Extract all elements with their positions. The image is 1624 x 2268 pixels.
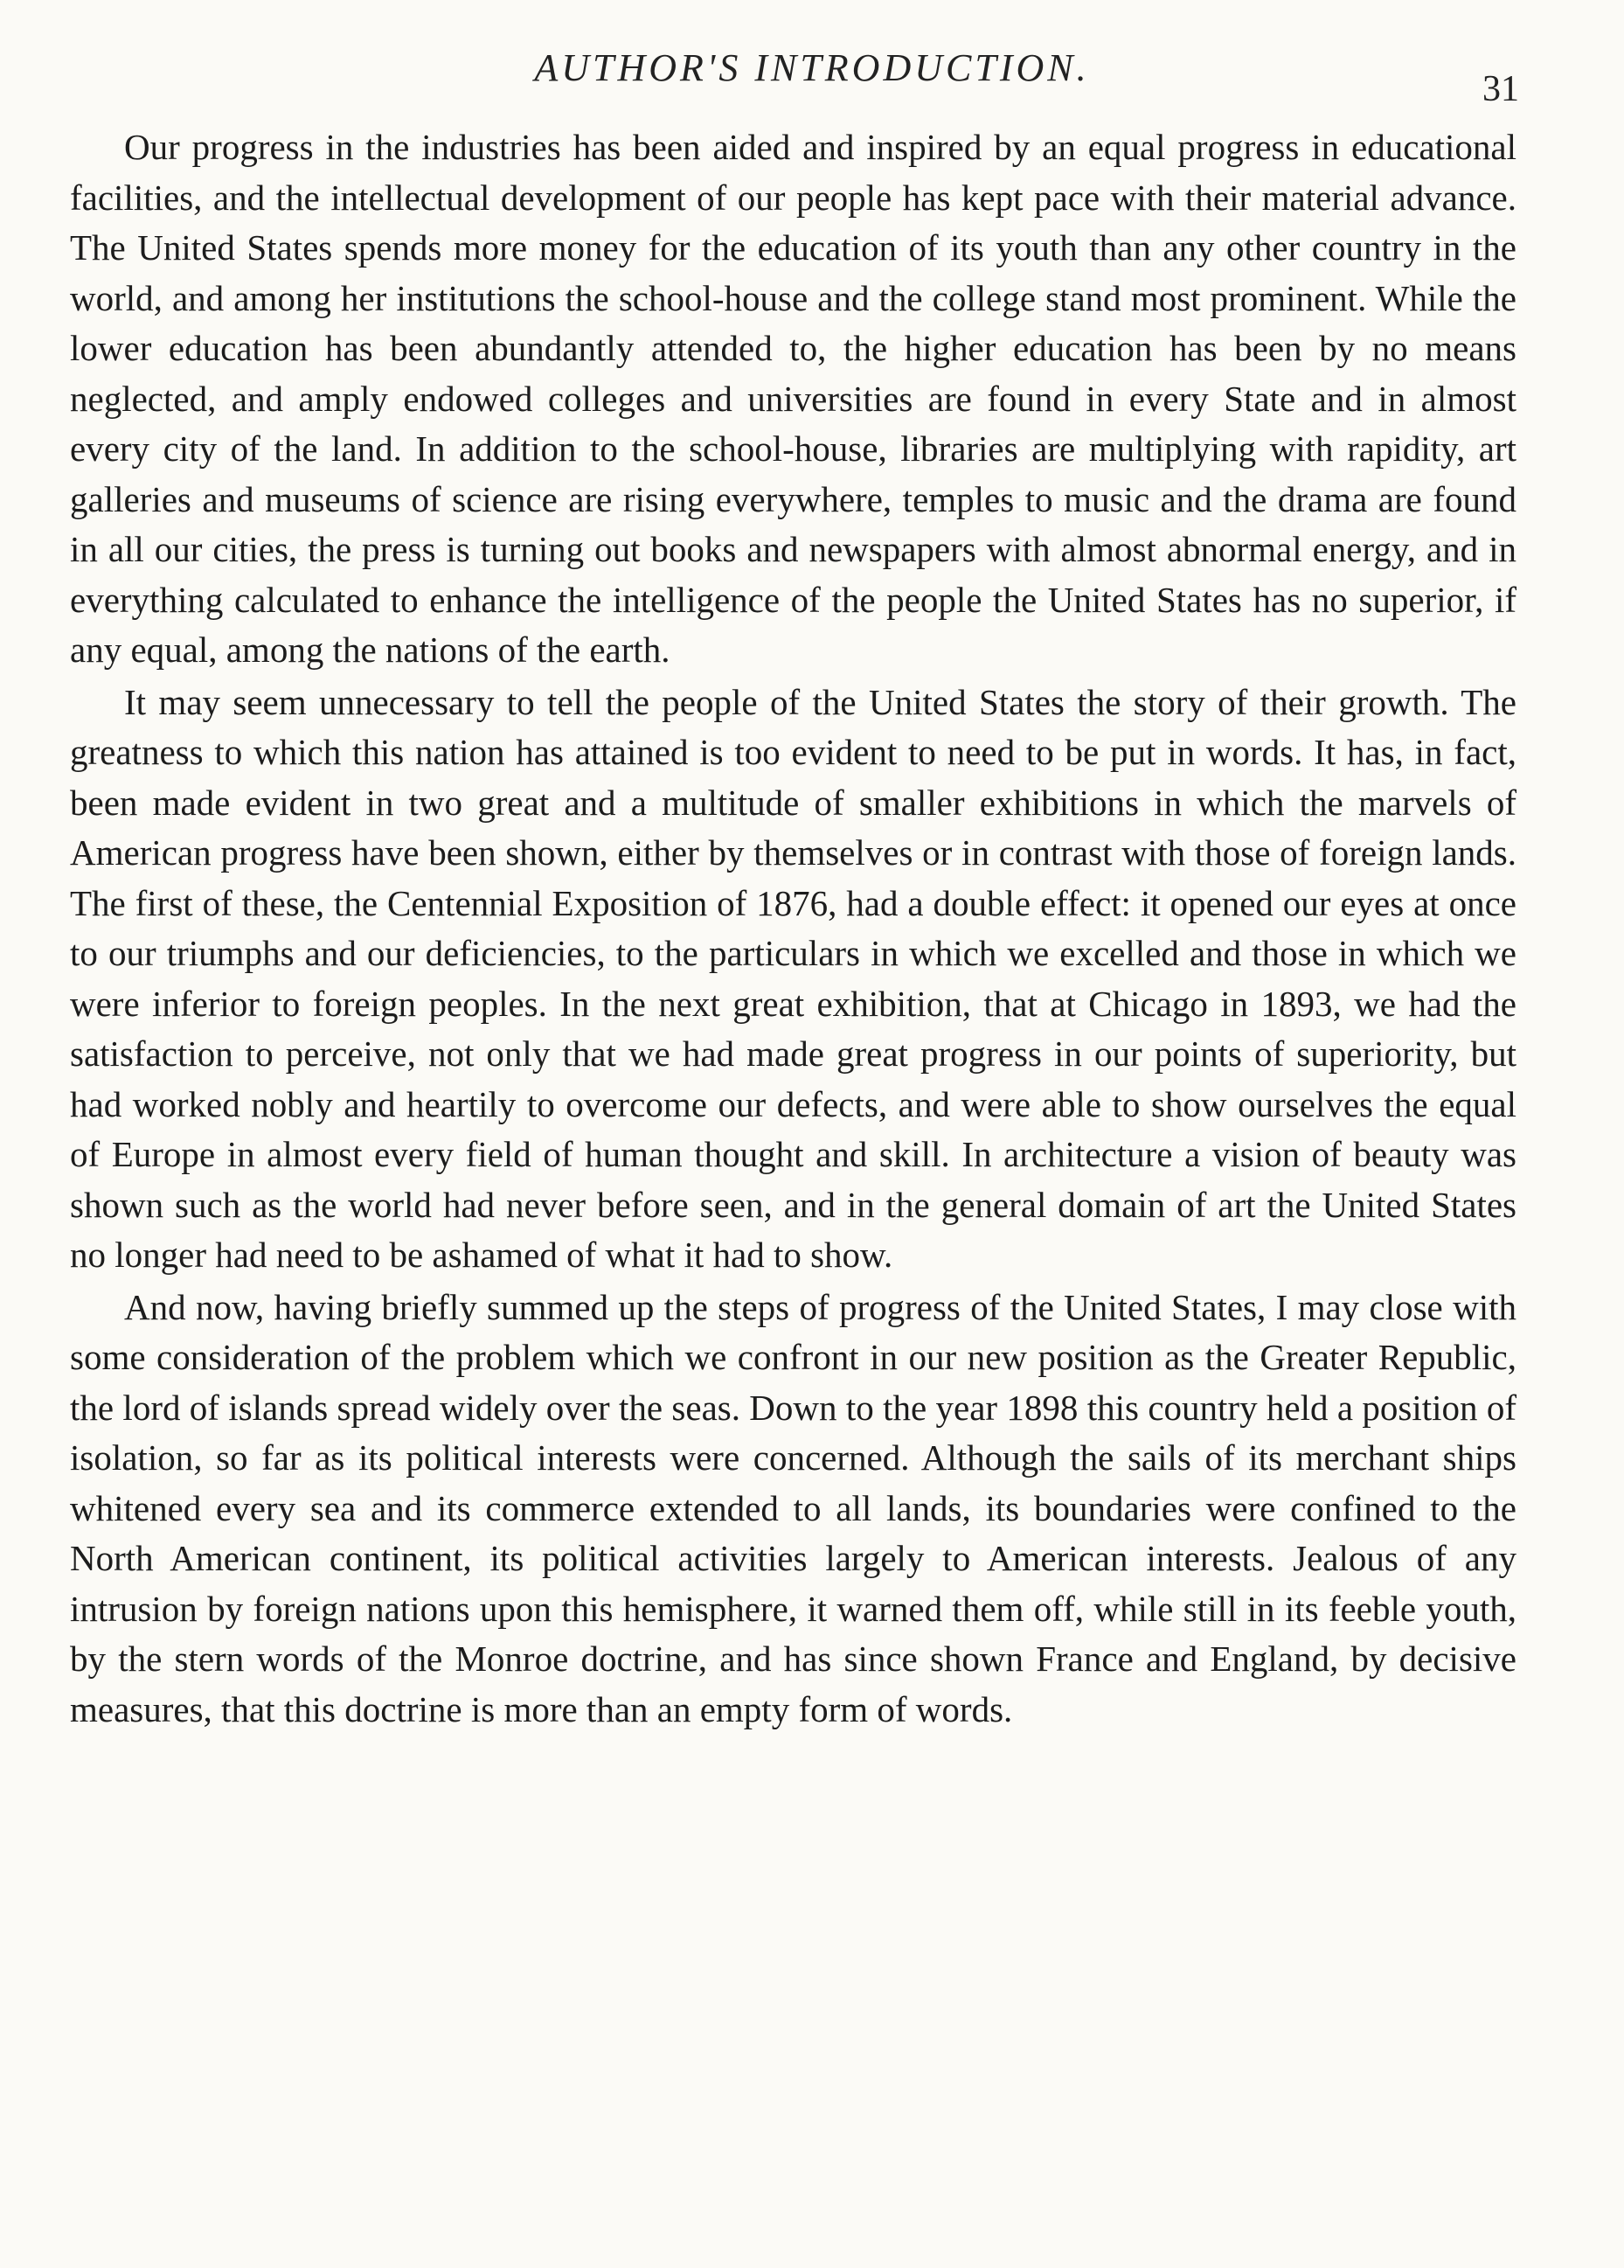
body-text [70,122,1516,1735]
page-number: 31 [1482,69,1519,109]
paragraph-text: And now, having briefly summed up the steps of progress of the United States, I may close with some consideration of the problem which we confront in our new position as the Greater Republic, the lord of islands spread widely over the seas. Down to the year 1898 this country held a position of isolation, so far as its political interests were concerned. Although the sails of its merchant ships whitened every sea and its commerce extended to all lands, its boundaries were confined to the North American continent, its political activities largely to American interests. Jealous of any intrusion by foreign nations upon this hemisphere, it warned them off, while still in its feeble youth, by the stern words of the Monroe doctrine, and has since shown France and England, by decisive measures, that this doctrine is more than an empty form of words. [70,1286,1516,1729]
paragraph-growth [70,678,1516,1281]
paragraph-text: Our progress in the industries has been aided and inspired by an equal progress in educational facilities, and the intellectual development of our people has kept pace with their material advance. The United States spends more money for the education of its youth than any other country in the world, and among her institutions the school-house and the college stand most prominent. While the lower education has been abundantly attended to, the higher education has been by no means neglected, and amply endowed colleges and universities are found in every State and in almost every city of the land. In addition to the school-house, libraries are multiplying with rapidity, art galleries and museums of science are rising everywhere, temples to music and the drama are found in all our cities, the press is turning out books and newspapers with almost abnormal energy, and in everything calculated to enhance the intelligence of the people the United States has no superior, if any equal, among the nations of the earth. [70,127,1516,670]
paragraph-greater-republic [70,1283,1516,1736]
paragraph-education [70,122,1516,676]
paragraph-text: It may seem unnecessary to tell the people of the United States the story of their growth. The greatness to which this nation has attained is too evident to need to be put in words. It has, in fact, been made evident in two great and a multitude of smaller exhibitions in which the marvels of American progress have been shown, either by themselves or in contrast with those of foreign lands. The first of these, the Centennial Exposition of 1876, had a double effect: it opened our eyes at once to our triumphs and our deficiencies, to the particulars in which we excelled and those in which we were inferior to foreign peoples. In the next great exhibition, that at Chicago in 1893, we had the satisfaction to perceive, not only that we had made great progress in our points of superiority, but had worked nobly and heartily to overcome our defects, and were able to show ourselves the equal of Europe in almost every field of human thought and skill. In architecture a vision of beauty was shown such as the world had never before seen, and in the general domain of art the United States no longer had need to be ashamed of what it had to show. [70,681,1516,1275]
running-title: AUTHOR'S INTRODUCTION. [534,46,1090,89]
